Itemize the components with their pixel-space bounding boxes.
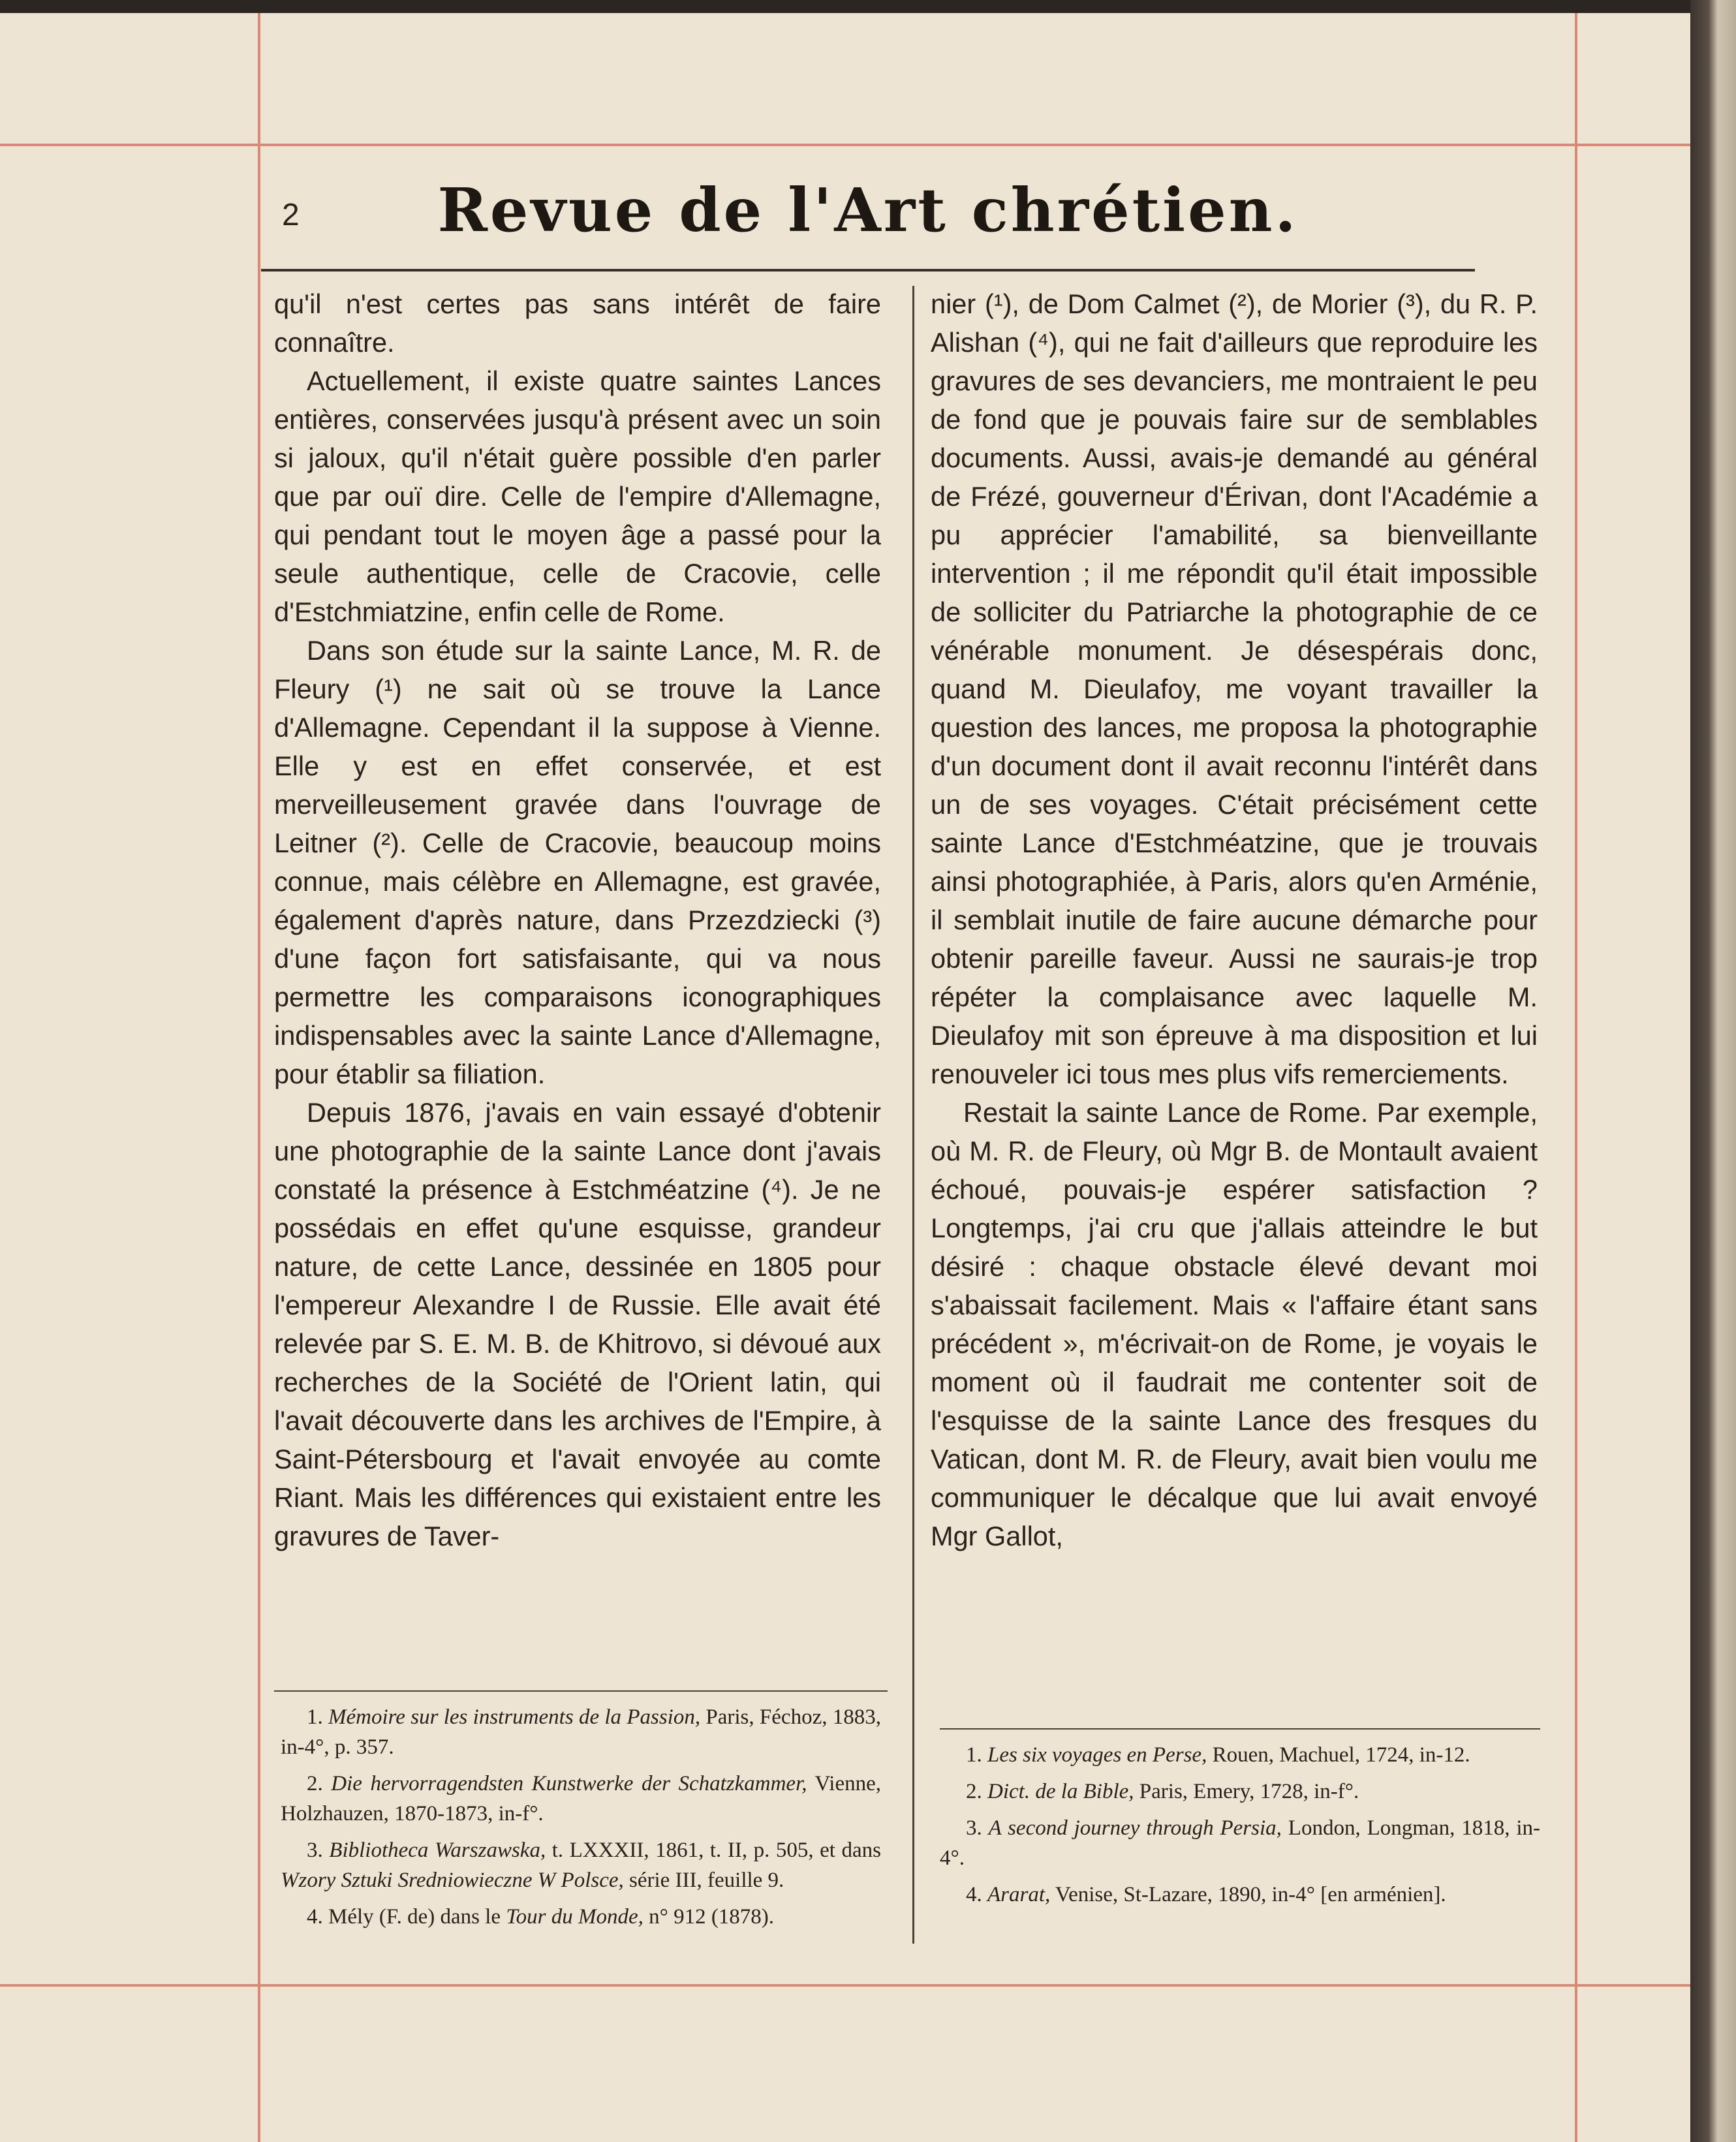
border-rule-top: [0, 144, 1690, 146]
left-column: [274, 285, 881, 1555]
left-footnote-2: 2. Die hervorragendsten Kunstwerke der Schatzkammer, Vienne, Holzhauzen, 1870-1873, in-f°.: [281, 1772, 882, 1825]
border-rule-left: [258, 13, 260, 2142]
left-paragraph-1: qu'il n'est certes pas sans intérêt de faire connaître.: [274, 288, 881, 358]
left-footnote-4: 4. Mély (F. de) dans le Tour du Monde, n° 912 (1878).: [307, 1905, 775, 1929]
left-footnotes: [281, 1702, 881, 1938]
right-footnote-4: 4. Ararat, Venise, St-Lazare, 1890, in-4° [en arménien].: [966, 1883, 1446, 1906]
running-title: Revue de l'Art chrétien.: [437, 175, 1299, 245]
right-footnote-rule: [940, 1728, 1540, 1730]
title-rule: [261, 269, 1475, 272]
left-footnote-rule: [274, 1690, 888, 1692]
book-edge: [1690, 0, 1736, 2142]
left-paragraph-4: Depuis 1876, j'avais en vain essayé d'obtenir une photographie de la sainte Lance dont j'avais constaté la présence à Estchméatzine (⁴). Je ne possédais en effet qu'une esquisse, grandeur nature, de cette Lance, dessinée en 1805 pour l'empereur Alexandre I de Russie. Elle avait été relevée par S. E. M. B. de Khitrovo, si dévoué aux recherches de la Société de l'Orient latin, qui l'avait découverte dans les archives de l'Empire, à Saint-Pétersbourg et l'avait envoyée au comte Riant. Mais les différences qui existaient entre les gravures de Taver-: [274, 1097, 881, 1551]
right-paragraph-2: Restait la sainte Lance de Rome. Par exemple, où M. R. de Fleury, où Mgr B. de Montault avaient échoué, pouvais-je espérer satisfaction ? Longtemps, j'ai cru que j'allais atteindre le but désiré : chaque obstacle élevé devant moi s'abaissait facilement. Mais « l'affaire étant sans précédent », m'écrivait-on de Rome, je voyais le moment où il faudrait me contenter soit de l'esquisse de la sainte Lance des fresques du Vatican, dont M. R. de Fleury, avait bien voulu me communiquer le décalque que lui avait envoyé Mgr Gallot,: [931, 1097, 1538, 1551]
border-rule-bottom: [0, 1984, 1690, 1987]
page-number: 2: [282, 198, 300, 232]
column-divider: [912, 286, 914, 1944]
left-footnote-1: 1. Mémoire sur les instruments de la Passion, Paris, Féchoz, 1883, in-4°, p. 357.: [281, 1705, 881, 1759]
right-footnotes: [940, 1740, 1540, 1916]
page: [0, 13, 1690, 2142]
right-footnote-1: 1. Les six voyages en Perse, Rouen, Machuel, 1724, in-12.: [966, 1743, 1470, 1767]
left-paragraph-2: Actuellement, il existe quatre saintes Lances entières, conservées jusqu'à présent avec un soin si jaloux, qu'il n'était guère possible d'en parler que par ouï dire. Celle de l'empire d'Allemagne, qui pendant tout le moyen âge a passé pour la seule authentique, celle de Cracovie, celle d'Estchmiatzine, enfin celle de Rome.: [274, 365, 881, 627]
right-footnote-3: 3. A second journey through Persia, London, Longman, 1818, in-4°.: [940, 1816, 1541, 1870]
right-footnote-2: 2. Dict. de la Bible, Paris, Emery, 1728, in-f°.: [966, 1780, 1359, 1803]
right-paragraph-1: nier (¹), de Dom Calmet (²), de Morier (³), du R. P. Alishan (⁴), qui ne fait d'ailleurs que reproduire les gravures de ses devanciers, me montraient le peu de fond que je pouvais faire sur de semblables documents. Aussi, avais-je demandé au général de Frézé, gouverneur d'Érivan, dont l'Académie a pu apprécier l'amabilité, sa bienveillante intervention ; il me répondit qu'il était impossible de solliciter du Patriarche la photographie de ce vénérable monument. Je désespérais donc, quand M. Dieulafoy, me voyant travailler la question des lances, me proposa la photographie d'un document dont il avait reconnu l'intérêt dans un de ses voyages. C'était précisément cette sainte Lance d'Estchméatzine, que je trouvais ainsi photographiée, à Paris, alors qu'en Arménie, il semblait inutile de faire aucune démarche pour obtenir pareille faveur. Aussi ne saurais-je trop répéter la complaisance avec laquelle M. Dieulafoy mit son épreuve à ma disposition et lui renouveler ici tous mes plus vifs remerciements.: [931, 288, 1538, 1089]
left-footnote-3: 3. Bibliotheca Warszawska, t. LXXXII, 1861, t. II, p. 505, et dans Wzory Sztuki Sredniowieczne W Polsce, série III, feuille 9.: [281, 1839, 881, 1892]
border-rule-right: [1575, 13, 1577, 2142]
left-paragraph-3: Dans son étude sur la sainte Lance, M. R. de Fleury (¹) ne sait où se trouve la Lance d'Allemagne. Cependant il la suppose à Vienne. Elle y est en effet conservée, et est merveilleusement gravée dans l'ouvrage de Leitner (²). Celle de Cracovie, beaucoup moins connue, mais célèbre en Allemagne, est gravée, également d'après nature, dans Przezdziecki (³) d'une façon fort satisfaisante, qui va nous permettre les comparaisons iconographiques indispensables avec la sainte Lance d'Allemagne, pour établir sa filiation.: [274, 635, 881, 1089]
right-column: [931, 285, 1538, 1555]
